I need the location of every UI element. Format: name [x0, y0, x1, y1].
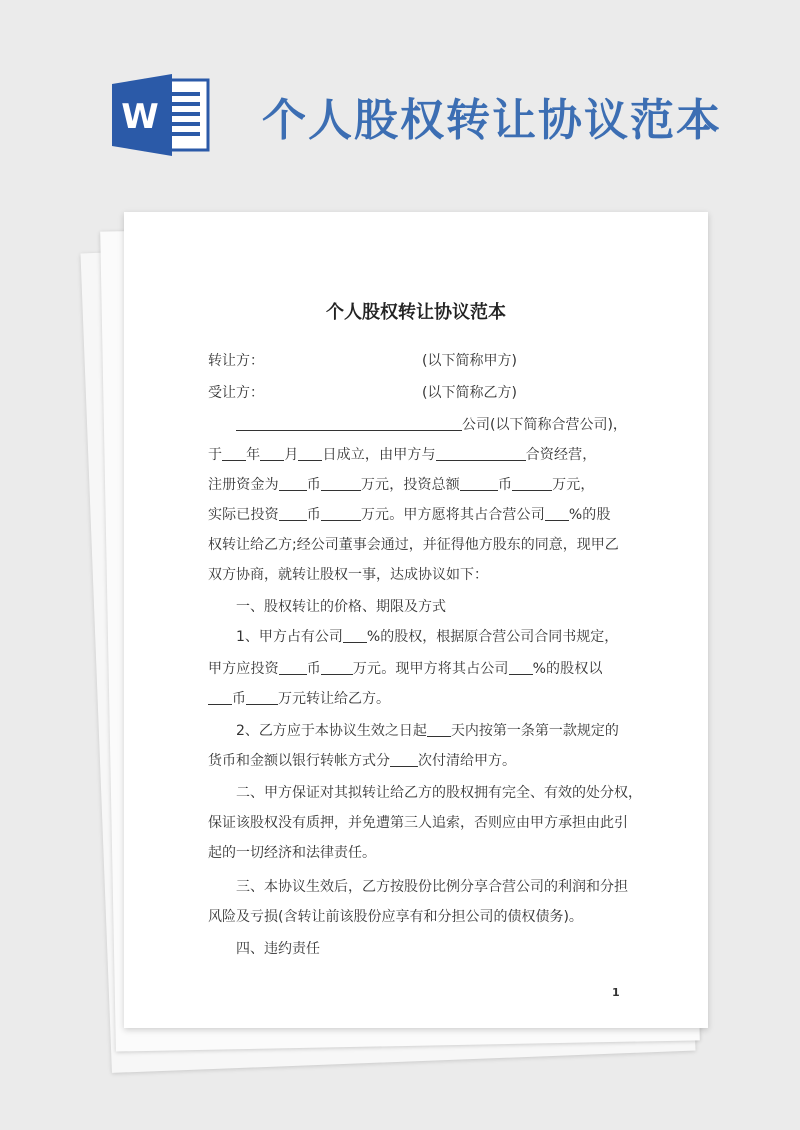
paragraph-line: 保证该股权没有质押，并免遭第三人追索，否则应由甲方承担由此引: [208, 815, 628, 831]
paragraph-line: 公司(以下简称合营公司)，: [236, 414, 627, 434]
banner-title: 个人股权转让协议范本: [262, 95, 722, 146]
document-page: [124, 212, 708, 1028]
paragraph-line: 二、甲方保证对其拟转让给乙方的股权拥有完全、有效的处分权，: [236, 785, 642, 801]
word-logo-letter: W: [121, 97, 159, 137]
transferor-note: (以下简称甲方): [422, 353, 517, 369]
word-logo-icon: [112, 74, 212, 156]
paragraph-line: 权转让给乙方;经公司董事会通过，并征得他方股东的同意，现甲乙: [208, 537, 619, 553]
paragraph-line: 1、甲方占有公司 %的股权，根据原合营公司合同书规定，: [236, 629, 619, 645]
page-number: 1: [612, 986, 620, 999]
transferor-label: 转让方：: [208, 353, 264, 369]
transferee-label: 受让方：: [208, 385, 264, 401]
paragraph-line: 币 万元转让给乙方。: [208, 688, 390, 708]
paragraph-line: 起的一切经济和法律责任。: [208, 845, 376, 861]
section-heading-1: 一、股权转让的价格、期限及方式: [236, 599, 446, 615]
paragraph-line: 货币和金额以银行转帐方式分 次付清给甲方。: [208, 753, 516, 769]
paragraph-line: 于 年 月 日成立，由甲方与 合资经营，: [208, 447, 597, 463]
blank-company-name: [236, 416, 462, 431]
paragraph-line: 风险及亏损(含转让前该股份应享有和分担公司的债权债务)。: [208, 909, 583, 925]
transferee-note: (以下简称乙方): [422, 385, 517, 401]
section-heading-4: 四、违约责任: [236, 941, 320, 957]
paragraph-line: 三、本协议生效后，乙方按股份比例分享合营公司的利润和分担: [236, 879, 628, 895]
document-title: 个人股权转让协议范本: [326, 302, 506, 323]
paragraph-line: 甲方应投资 币 万元。现甲方将其占公司 %的股权以: [208, 661, 603, 677]
paragraph-line: 实际已投资 币 万元。甲方愿将其占合营公司 %的股: [208, 507, 611, 523]
paragraph-line: 双方协商，就转让股权一事，达成协议如下：: [208, 567, 488, 583]
paragraph-line: 2、乙方应于本协议生效之日起 天内按第一条第一款规定的: [236, 723, 619, 739]
paragraph-line: 注册资金为 币 万元，投资总额 币 万元，: [208, 477, 595, 493]
